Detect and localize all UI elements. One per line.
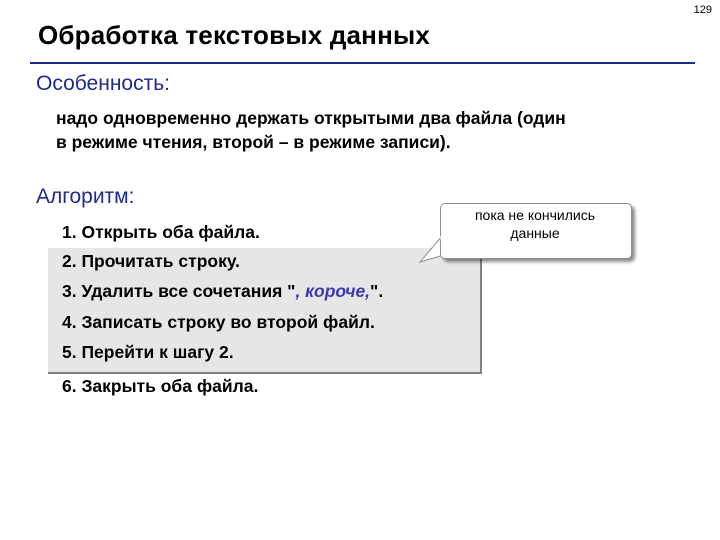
callout-text <box>440 206 630 242</box>
page-number: 129 <box>693 4 712 16</box>
step-6: 6. Закрыть оба файла. <box>62 376 259 396</box>
step-3-highlight: , короче, <box>295 281 371 301</box>
title-divider <box>30 62 695 64</box>
feature-text <box>56 106 696 154</box>
step-2: 2. Прочитать строку. <box>62 251 240 271</box>
algorithm-heading: Алгоритм: <box>36 185 135 208</box>
feature-line-2: в режиме чтения, второй – в режиме записи). <box>56 132 451 152</box>
step-3-text: 3. Удалить все сочетания " <box>62 281 296 301</box>
feature-line-1: надо одновременно держать открытыми два файла (один <box>56 108 566 128</box>
callout-line-1: пока не кончились <box>474 207 596 223</box>
slide-title: Обработка текстовых данных <box>38 20 431 50</box>
step-5: 5. Перейти к шагу 2. <box>62 342 234 362</box>
step-4: 4. Записать строку во второй файл. <box>62 312 375 332</box>
step-1: 1. Открыть оба файла. <box>62 222 260 242</box>
step-3-end: ". <box>370 281 384 301</box>
callout-line-2: данные <box>510 225 560 241</box>
feature-heading: Особенность: <box>36 72 170 95</box>
step-3 <box>62 281 383 302</box>
